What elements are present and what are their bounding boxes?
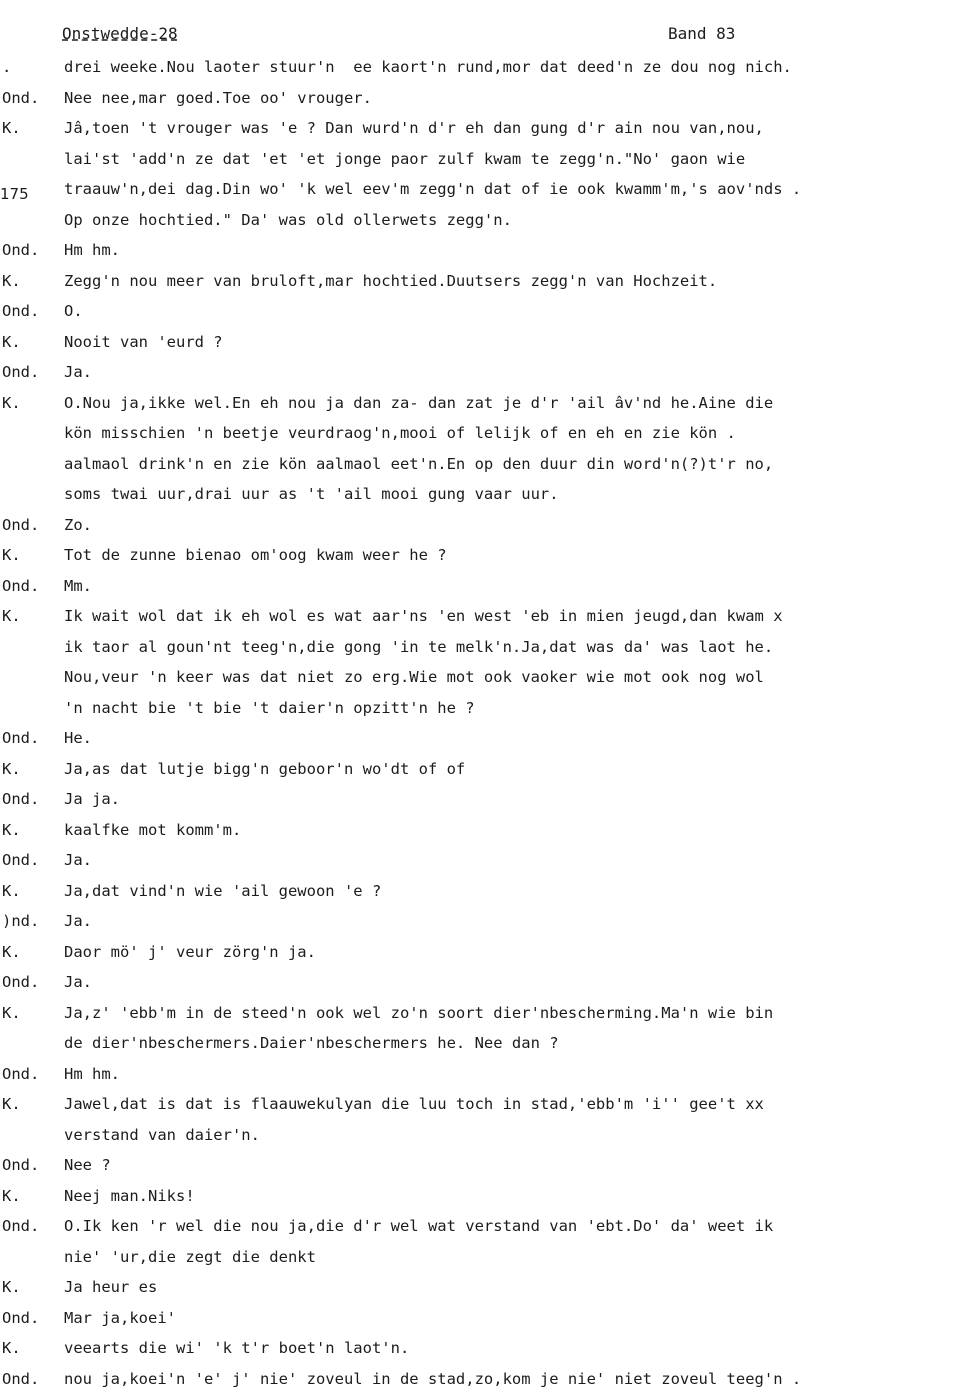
utterance-text: Ja. [64,912,92,930]
speaker-label: Ond. [2,973,40,991]
speaker-label: Ond. [2,1156,40,1174]
transcript-line [0,1272,973,1302]
utterance-text: Hm hm. [64,1064,120,1083]
utterance-text: Ja,dat vind'n wie 'ail gewoon 'e ? [64,881,382,900]
transcript-line [0,1211,973,1241]
utterance-text: traauw'n,dei dag.Din wo' 'k wel eev'm zegg'n dat of ie ook kwamm'm,'s aov'nds . [64,180,802,198]
speaker-label: Ond. [2,88,40,107]
transcript-line [0,723,973,753]
speaker-label: K. [2,820,21,839]
speaker-label: Ond. [2,241,40,259]
speaker-label: K. [2,1095,21,1113]
transcript-line [0,1150,973,1180]
transcript-line [0,571,973,601]
utterance-text: kaalfke mot komm'm. [64,820,242,839]
utterance-text: Mar ja,koei' [64,1308,176,1327]
transcript-line [0,632,973,662]
utterance-text: Op onze hochtied." Da' was old ollerwets zegg'n. [64,210,512,229]
utterance-text: O. [64,302,83,320]
utterance-text: 'n nacht bie 't bie 't daier'n opzitt'n he ? [64,698,475,717]
speaker-label: Ond. [2,790,40,808]
utterance-text: Nooit van 'eurd ? [64,332,223,351]
speaker-label: K. [2,759,21,778]
transcript-line [0,815,973,845]
speaker-label: . [2,58,12,76]
speaker-label: Ond. [2,576,40,595]
utterance-text: Jawel,dat is dat is flaauwekulyan die luu toch in stad,'ebb'm 'i'' gee't xx [64,1095,764,1113]
utterance-text: Ja. [64,851,92,869]
transcript-line [0,449,973,479]
utterance-text: kön misschien 'n beetje veurdraog'n,mooi of lelijk of en eh en zie kön . [64,424,736,442]
transcript-line [0,327,973,357]
transcript-line [0,1028,973,1058]
utterance-text: Zo. [64,515,92,534]
header-title: Onstwedde-28 [62,24,178,43]
transcript-line [0,967,973,997]
transcript-line [0,1333,973,1363]
transcript-line [0,388,973,418]
transcript-line [0,601,973,631]
utterance-text: aalmaol drink'n en zie kön aalmaol eet'n.En op den duur din word'n(?)t'r no, [64,454,774,473]
utterance-text: Jâ,toen 't vrouger was 'e ? Dan wurd'n d'r eh dan gung d'r ain nou van,nou, [64,119,764,137]
utterance-text: Ja heur es [64,1278,158,1296]
speaker-label: K. [2,332,21,351]
utterance-text: Nou,veur 'n keer was dat niet zo erg.Wie mot ook vaoker wie mot ook nog wol [64,668,764,686]
utterance-text: Neej man.Niks! [64,1186,195,1205]
speaker-label: K. [2,546,21,564]
page-header [62,24,933,48]
transcript-line [0,876,973,906]
utterance-text: O.Nou ja,ikke wel.En eh nou ja dan za- dan zat je d'r 'ail âv'nd he.Aine die [64,393,774,412]
transcript-line [0,937,973,967]
transcript-line [0,174,973,204]
utterance-text: He. [64,729,92,747]
transcript-line [0,998,973,1028]
speaker-label: Ond. [2,729,40,747]
transcript-line [0,479,973,509]
transcript-line [0,1181,973,1211]
utterance-text: veearts die wi' 'k t'r boet'n laot'n. [64,1339,410,1357]
speaker-label: )nd. [2,912,40,930]
utterance-text: Mm. [64,576,92,595]
speaker-label: K. [2,942,21,961]
utterance-text: lai'st 'add'n ze dat 'et 'et jonge paor zulf kwam te zegg'n."No' gaon wie [64,149,746,168]
transcript-line [0,144,973,174]
speaker-label: Ond. [2,1217,40,1235]
transcript-line [0,266,973,296]
speaker-label: K. [2,881,21,900]
speaker-label: Ond. [2,302,40,320]
transcript-line [0,83,973,113]
transcript-line [0,754,973,784]
utterance-text: Nee nee,mar goed.Toe oo' vrouger. [64,88,372,107]
utterance-text: Ja. [64,973,92,991]
utterance-text: O.Ik ken 'r wel die nou ja,die d'r wel wat verstand van 'ebt.Do' da' weet ik [64,1217,774,1235]
transcript-line [0,1303,973,1333]
utterance-text: soms twai uur,drai uur as 't 'ail mooi gung vaar uur. [64,485,559,503]
transcript-line [0,1120,973,1150]
utterance-text: ik taor al goun'nt teeg'n,die gong 'in te melk'n.Ja,dat was da' was laot he. [64,637,774,656]
transcript-line [0,205,973,235]
utterance-text: nie' 'ur,die zegt die denkt [64,1247,316,1266]
transcript-line [0,1364,973,1394]
transcript-line [0,540,973,570]
transcript-line [0,52,973,82]
utterance-text: nou ja,koei'n 'e' j' nie' zoveul in de stad,zo,kom je nie' niet zoveul teeg'n . [64,1369,802,1388]
utterance-text: drei weeke.Nou laoter stuur'n ee kaort'n rund,mor dat deed'n ze dou nog nich. [64,58,792,76]
line-number: 175 [0,185,29,203]
transcript-line [0,1242,973,1272]
speaker-label: K. [2,1278,21,1296]
transcript-line [0,662,973,692]
transcript-line [0,296,973,326]
transcript-line [0,1089,973,1119]
utterance-text: verstand van daier'n. [64,1125,260,1144]
transcript-line [0,510,973,540]
speaker-label: K. [2,393,21,412]
transcript-line [0,418,973,448]
speaker-label: Ond. [2,1369,40,1388]
speaker-label: K. [2,119,21,137]
transcript-line [0,1059,973,1089]
transcript-line [0,357,973,387]
utterance-text: Ja ja. [64,790,120,808]
utterance-text: Tot de zunne bienao om'oog kwam weer he ? [64,546,447,564]
transcript-line [0,113,973,143]
transcript-line [0,906,973,936]
speaker-label: K. [2,607,21,625]
utterance-text: Zegg'n nou meer van bruloft,mar hochtied.Duutsers zegg'n van Hochzeit. [64,271,718,290]
speaker-label: Ond. [2,515,40,534]
speaker-label: K. [2,1186,21,1205]
speaker-label: Ond. [2,851,40,869]
transcript-line [0,693,973,723]
utterance-text: Nee ? [64,1156,111,1174]
header-band: Band 83 [668,24,736,43]
utterance-text: Ja,z' 'ebb'm in de steed'n ook wel zo'n soort dier'nbescherming.Ma'n wie bin [64,1003,774,1022]
transcript-line [0,235,973,265]
utterance-text: Ja. [64,363,92,381]
speaker-label: K. [2,1339,21,1357]
speaker-label: Ond. [2,1308,40,1327]
utterance-text: Hm hm. [64,241,120,259]
utterance-text: de dier'nbeschermers.Daier'nbeschermers he. Nee dan ? [64,1034,559,1052]
transcript-line [0,845,973,875]
utterance-text: Ik wait wol dat ik eh wol es wat aar'ns 'en west 'eb in mien jeugd,dan kwam x [64,607,783,625]
utterance-text: Daor mö' j' veur zörg'n ja. [64,942,316,961]
speaker-label: Ond. [2,1064,40,1083]
utterance-text: Ja,as dat lutje bigg'n geboor'n wo'dt of of [64,759,466,778]
speaker-label: K. [2,271,21,290]
transcript-line [0,784,973,814]
speaker-label: Ond. [2,363,40,381]
speaker-label: K. [2,1003,21,1022]
